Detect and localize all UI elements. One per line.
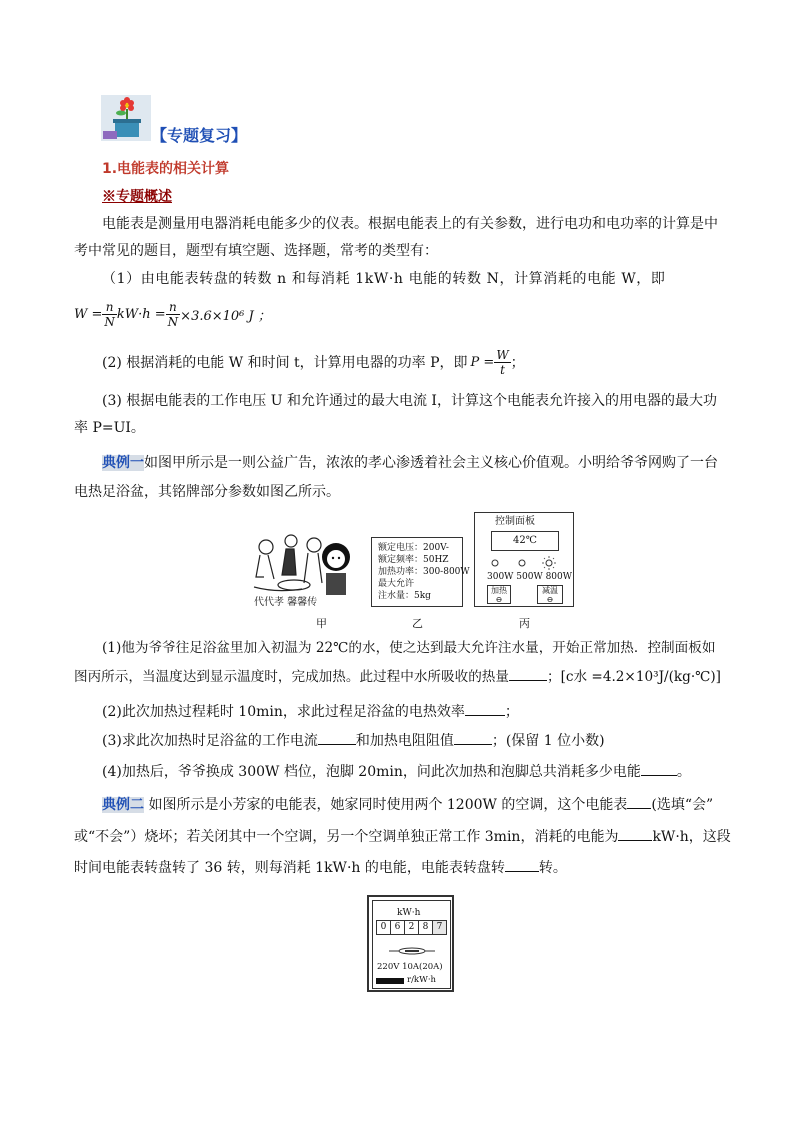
power-end: ；	[510, 355, 525, 371]
answer-blank-heat[interactable]	[509, 666, 547, 681]
answer-blank-resistance[interactable]	[454, 730, 492, 745]
meter-digit-row	[376, 920, 447, 935]
overview-item-3: (3) 根据电能表的工作电压 U 和允许通过的最大电流 I，计算这个电能表允许接入的用电器的最大功	[102, 393, 717, 409]
meter-digit-decimal: 7	[433, 920, 447, 935]
meter-rating: 220V 10A(20A)	[377, 962, 443, 972]
label-bing: 丙	[519, 617, 530, 630]
label-yi: 乙	[412, 617, 423, 630]
formula-energy	[74, 297, 271, 331]
item-2-text: (2) 根据消耗的电能 W 和时间 t，计算用电器的功率 P，即	[102, 355, 468, 371]
temperature-display: 42℃	[491, 531, 559, 551]
formula-power	[102, 345, 525, 379]
label-jia: 甲	[316, 617, 327, 630]
meter-unit-label: kW·h	[397, 908, 421, 918]
overview-line-1: 电能表是测量用电器消耗电能多少的仪表。根据电能表上的有关参数，进行电功和电功率的计算是中	[102, 216, 718, 232]
formula-unit: kW·h =	[116, 306, 166, 322]
answer-blank-burn[interactable]	[627, 794, 651, 809]
nameplate-row-3: 加热功率：300-800W	[378, 567, 470, 577]
question-3: (3)求此次加热时足浴盆的工作电流 和加热电阻阻值 ；(保留 1 位小数)	[102, 730, 605, 751]
overview-line-2: 考中常见的题目，题型有填空题、选择题，常考的类型有：	[74, 243, 438, 259]
meter-digit: 2	[405, 920, 419, 935]
nameplate-row-4: 最大允许	[378, 579, 415, 589]
example-2-tag: 典例二	[102, 797, 144, 813]
answer-blank-current[interactable]	[318, 730, 356, 745]
meter-rotating-disc	[389, 941, 435, 951]
example-2-line-3: 时间电能表转盘转了 36 转，则每消耗 1kW·h 的电能，电能表转盘转 转。	[74, 857, 567, 878]
electric-meter-figure	[367, 895, 454, 992]
question-2: (2)此次加热过程耗时 10min，求此过程足浴盆的电热效率 ；	[102, 701, 519, 722]
power-lhs: P =	[470, 354, 495, 370]
formula-tail: ×3.6×10⁶ J ；	[180, 308, 271, 324]
answer-blank-efficiency[interactable]	[465, 701, 505, 716]
figure-jia-caption: 代代孝 馨馨传	[254, 597, 318, 608]
lower-temp-button: 减温 ⊖	[537, 585, 563, 604]
formula-fraction: $\frac{n}{N}$	[104, 299, 115, 329]
formula-lhs: W =	[74, 306, 103, 322]
nameplate-figure	[371, 537, 470, 607]
meter-rev-unit: r/kW·h	[407, 975, 436, 985]
heat-button: 加热 ⊖	[487, 585, 511, 604]
formula-fraction-2: $\frac{n}{N}$	[167, 299, 179, 329]
section-title: 【专题复习】	[151, 126, 248, 145]
meter-digit: 8	[419, 920, 433, 935]
overview-item-3-cont: 率 P=UI。	[74, 420, 145, 436]
question-4: (4)加热后，爷爷换成 300W 档位，泡脚 20min，问此次加热和泡脚总共消耗多少电能 。	[102, 761, 691, 782]
power-levels: 300W 500W 800W	[487, 572, 573, 582]
indicator-lights	[489, 555, 561, 569]
answer-blank-revolutions[interactable]	[505, 857, 539, 872]
section-heading: 1.电能表的相关计算	[102, 161, 230, 177]
example-2-line-2: 或“不会”）烧坏；若关闭其中一个空调，另一个空调单独正常工作 3min，消耗的电能为 kW·h，这段	[74, 826, 731, 847]
flower-pot-icon	[101, 95, 151, 141]
example-1-tag: 典例一	[102, 455, 144, 471]
control-panel-figure	[474, 512, 574, 607]
answer-blank-energy[interactable]	[641, 761, 677, 776]
figure-jia-illustration	[246, 527, 352, 607]
power-fraction: $\frac{W}{t}$	[496, 347, 509, 377]
overview-subheading: ※专题概述	[102, 189, 172, 205]
answer-blank-kwh[interactable]	[618, 826, 652, 841]
question-1-line-1: (1)他为爷爷往足浴盆里加入初温为 22℃的水，使之达到最大允许注水量，开始正常加热．控制面板如	[102, 640, 716, 656]
nameplate-row-1: 额定电压：200V-	[378, 543, 449, 553]
example-1-line-2: 电热足浴盆，其铭牌部分参数如图乙所示。	[74, 484, 340, 500]
example-2-line-1: 典例二 如图所示是小芳家的电能表，她家同时使用两个 1200W 的空调，这个电能表 (选填“会”	[102, 794, 713, 815]
overview-item-1: （1）由电能表转盘的转数 n 和每消耗 1kW·h 电能的转数 N，计算消耗的电能 W，即	[102, 271, 666, 287]
question-1-line-2: 图丙所示，当温度达到显示温度时，完成加热。此过程中水所吸收的热量 ；[c水 =4.2×10³J/(kg·℃)]	[74, 666, 721, 687]
meter-hidden-constant	[376, 978, 404, 984]
nameplate-row-5: 注水量：5kg	[378, 591, 431, 601]
meter-digit: 6	[391, 920, 405, 935]
meter-digit: 0	[376, 920, 391, 935]
control-panel-title: 控制面板	[495, 516, 535, 527]
nameplate-row-2: 额定频率：50HZ	[378, 555, 449, 565]
example-1-line-1: 典例一如图甲所示是一则公益广告，浓浓的孝心渗透着社会主义核心价值观。小明给爷爷网购了一台	[102, 455, 718, 471]
